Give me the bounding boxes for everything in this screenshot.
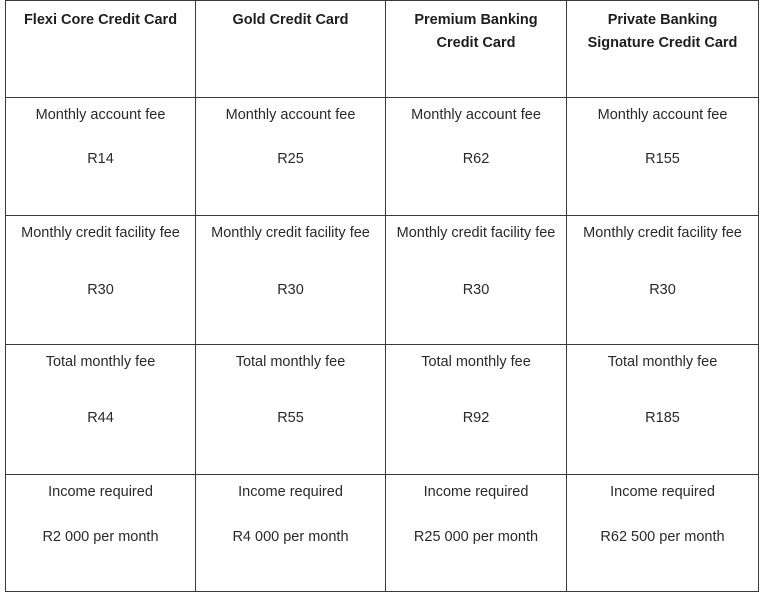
row-label: Monthly credit facility fee xyxy=(211,225,370,241)
row-label: Monthly account fee xyxy=(225,107,356,123)
cell-value: R185 xyxy=(645,410,680,426)
cell-value: R2 000 per month xyxy=(42,529,159,545)
table-cell xyxy=(6,216,196,345)
table-cell xyxy=(567,216,759,345)
cell-value: R92 xyxy=(462,410,490,426)
table-row-income-required xyxy=(6,475,759,592)
row-label: Monthly account fee xyxy=(411,107,541,123)
row-label: Total monthly fee xyxy=(235,354,346,370)
header-row xyxy=(6,1,759,98)
column-header-private-banking-signature: Private Banking Signature Credit Card xyxy=(567,1,759,98)
table-cell xyxy=(567,345,759,475)
cell-value: R155 xyxy=(645,151,680,167)
cell-value: R30 xyxy=(277,282,304,298)
row-label: Income required xyxy=(423,484,529,500)
row-label: Total monthly fee xyxy=(45,354,156,370)
column-header-flexi-core: Flexi Core Credit Card xyxy=(6,1,196,98)
row-label: Income required xyxy=(48,484,153,500)
column-header-premium-banking: Premium Banking Credit Card xyxy=(386,1,567,98)
table-cell xyxy=(386,216,567,345)
cell-value: R25 xyxy=(277,151,304,167)
table-cell xyxy=(6,345,196,475)
row-label: Income required xyxy=(610,484,715,500)
table-cell xyxy=(196,216,386,345)
table-row-monthly-credit-facility-fee xyxy=(6,216,759,345)
table-cell xyxy=(6,475,196,592)
table-row-total-monthly-fee xyxy=(6,345,759,475)
credit-card-fee-table xyxy=(5,0,759,592)
cell-value: R44 xyxy=(87,410,114,426)
table-cell xyxy=(386,475,567,592)
row-label: Monthly credit facility fee xyxy=(583,225,742,241)
row-label: Monthly credit facility fee xyxy=(396,225,556,241)
cell-value: R4 000 per month xyxy=(232,529,349,545)
row-label: Total monthly fee xyxy=(421,354,531,370)
cell-value: R62 xyxy=(462,151,490,167)
table-cell xyxy=(386,98,567,216)
row-label: Monthly account fee xyxy=(597,107,728,123)
cell-value: R25 000 per month xyxy=(413,529,539,545)
table-cell xyxy=(196,345,386,475)
cell-value: R62 500 per month xyxy=(600,529,725,545)
table-cell xyxy=(196,475,386,592)
cell-value: R14 xyxy=(87,151,114,167)
table-cell xyxy=(567,475,759,592)
table-cell xyxy=(567,98,759,216)
cell-value: R30 xyxy=(87,282,114,298)
column-header-gold: Gold Credit Card xyxy=(196,1,386,98)
cell-value: R55 xyxy=(277,410,304,426)
table-cell xyxy=(386,345,567,475)
row-label: Monthly credit facility fee xyxy=(21,225,180,241)
table-cell xyxy=(6,98,196,216)
row-label: Income required xyxy=(238,484,343,500)
cell-value: R30 xyxy=(462,282,490,298)
table-cell xyxy=(196,98,386,216)
cell-value: R30 xyxy=(649,282,676,298)
row-label: Total monthly fee xyxy=(607,354,718,370)
row-label: Monthly account fee xyxy=(35,107,166,123)
table-row-monthly-account-fee xyxy=(6,98,759,216)
